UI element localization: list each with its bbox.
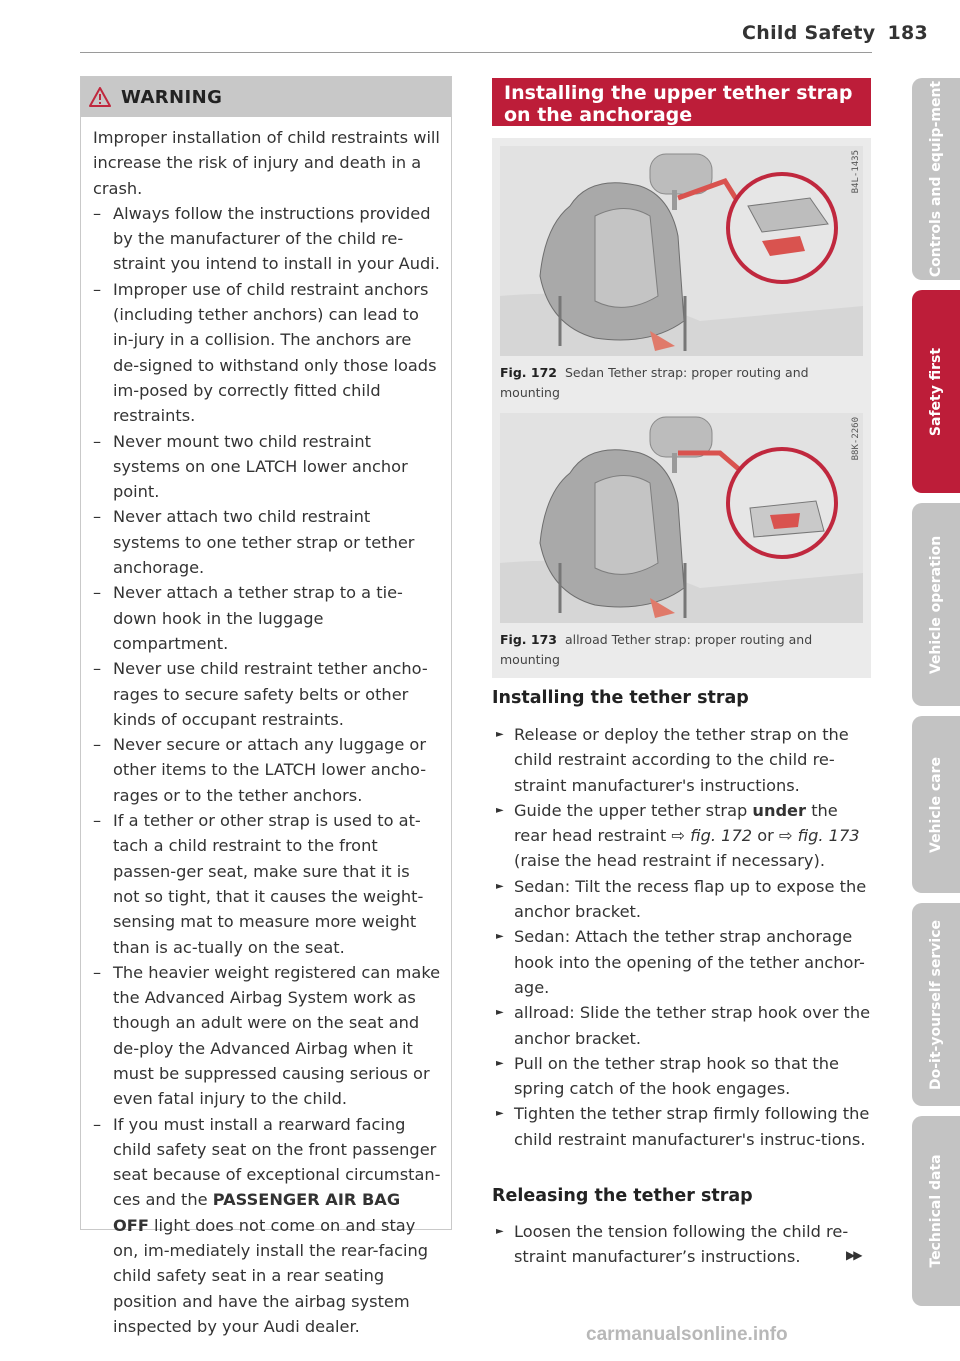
tab-do-it-yourself-service[interactable]: Do-it-yourself service (912, 903, 960, 1106)
fig-172-link[interactable]: ⇨ fig. 172 (671, 826, 753, 846)
install-step: ► Pull on the tether strap hook so that the spring catch of the hook engages. (492, 1051, 872, 1102)
install-step: ► Guide the upper tether strap under the rear head restraint ⇨ fig. 172 or ⇨ fig. 173 (raise the head restraint if necessary). (492, 798, 872, 874)
warning-item: – Never attach a tether strap to a tie-down hook in the luggage compartment. (93, 580, 441, 656)
warning-item: – Never attach two child restraint systems to one tether strap or tether anchorage. (93, 504, 441, 580)
page-number: 183 (887, 22, 928, 44)
warning-header (81, 77, 451, 117)
warning-triangle-icon (89, 87, 111, 107)
figure-173-illustration (500, 413, 863, 623)
header-rule (80, 52, 872, 53)
tab-vehicle-care[interactable]: Vehicle care (912, 716, 960, 893)
install-step: ► Release or deploy the tether strap on the child restraint according to the child re-straint manufacturer's instructions. (492, 722, 872, 798)
warning-box (80, 76, 452, 1336)
tab-vehicle-operation[interactable]: Vehicle operation (912, 503, 960, 706)
warning-item: – If a tether or other strap is used to at-tach a child restraint to the front passen-ger seat, make sure that it is not so tight, that it causes the weight-sensing mat to measure more weight than is ac-tually on the seat. (93, 808, 441, 960)
figure-code: B8K-2260 (851, 417, 861, 461)
install-step: ► Sedan: Tilt the recess flap up to expose the anchor bracket. (492, 874, 872, 925)
install-step: ► Sedan: Attach the tether strap anchorage hook into the opening of the tether anchor-age. (492, 924, 872, 1000)
tab-controls-and-equipment[interactable]: Controls and equip-ment (912, 78, 960, 280)
installing-steps (492, 722, 872, 1152)
releasing-steps (492, 1219, 872, 1270)
install-step: ► Tighten the tether strap firmly following the child restraint manufacturer's instruc-tions. (492, 1101, 872, 1152)
releasing-heading: Releasing the tether strap (492, 1186, 753, 1206)
warning-item: – Never use child restraint tether ancho-rages to secure safety belts or other kinds of occupant restraints. (93, 656, 441, 732)
warning-item: – Never mount two child restraint systems on one LATCH lower anchor point. (93, 429, 441, 505)
figure-caption-text: Sedan Tether strap: proper routing and mounting (500, 365, 809, 400)
passenger-airbag-off-label: PASSENGER AIR BAG OFF (113, 1190, 401, 1235)
release-step: ► Loosen the tension following the child re-straint manufacturer’s instructions. (492, 1219, 872, 1270)
warning-item: – Never secure or attach any luggage or other items to the LATCH lower ancho-rages or to the tether anchors. (93, 732, 441, 808)
child-seat-allroad-illustration (500, 413, 863, 623)
figure-173 (492, 405, 871, 678)
warning-item: – The heavier weight registered can make the Advanced Airbag System work as though an adult were on the seat and de-ploy the Advanced Airbag when it must be suppressed causing serious or even fatal injury to the child. (93, 960, 441, 1112)
install-step: ► allroad: Slide the tether strap hook over the anchor bracket. (492, 1000, 872, 1051)
figure-number: Fig. 173 (500, 632, 557, 647)
tab-technical-data[interactable]: Technical data (912, 1116, 960, 1306)
warning-item: – Improper use of child restraint anchors (including tether anchors) can lead to in-jury in a collision. The anchors are de-signed to withstand only those loads im-posed by correctly fitted child restraints. (93, 277, 441, 429)
continue-arrow-icon: ▶▶ (846, 1248, 861, 1262)
page-header (742, 22, 928, 44)
section-title: Installing the upper tether strap on the anchorage (492, 78, 871, 126)
figure-caption-text: allroad Tether strap: proper routing and mounting (500, 632, 813, 667)
header-title: Child Safety (742, 22, 876, 44)
tab-safety-first[interactable]: Safety first (912, 290, 960, 493)
warning-intro: Improper installation of child restraints will increase the risk of injury and death in a crash. (93, 128, 440, 198)
warning-last-after: light does not come on and stay on, im-mediately install the rear-facing child safety seat in a rear seating position and have the airbag system inspected by your Audi dealer. (113, 1215, 429, 1336)
warning-last-before: If you must install a rearward facing child safety seat on the front passenger seat because of exceptional circumstan-ces and the (113, 1114, 441, 1210)
figure-caption (492, 623, 871, 678)
figure-code: B4L-1435 (851, 150, 861, 194)
figure-number: Fig. 172 (500, 365, 557, 380)
warning-item: – Always follow the instructions provided by the manufacturer of the child re-straint you intend to install in your Audi. (93, 201, 441, 277)
watermark: carmanualsonline.info (586, 1324, 788, 1345)
figure-caption (492, 356, 871, 411)
warning-title: WARNING (121, 86, 223, 108)
fig-173-link[interactable]: ⇨ fig. 173 (778, 826, 860, 846)
child-seat-sedan-illustration (500, 146, 863, 356)
under-emphasis: under (752, 800, 807, 820)
figure-172-illustration (500, 146, 863, 356)
installing-heading: Installing the tether strap (492, 688, 749, 708)
warning-list (93, 201, 441, 1339)
figure-172 (492, 138, 871, 411)
warning-item-last (93, 1112, 441, 1340)
